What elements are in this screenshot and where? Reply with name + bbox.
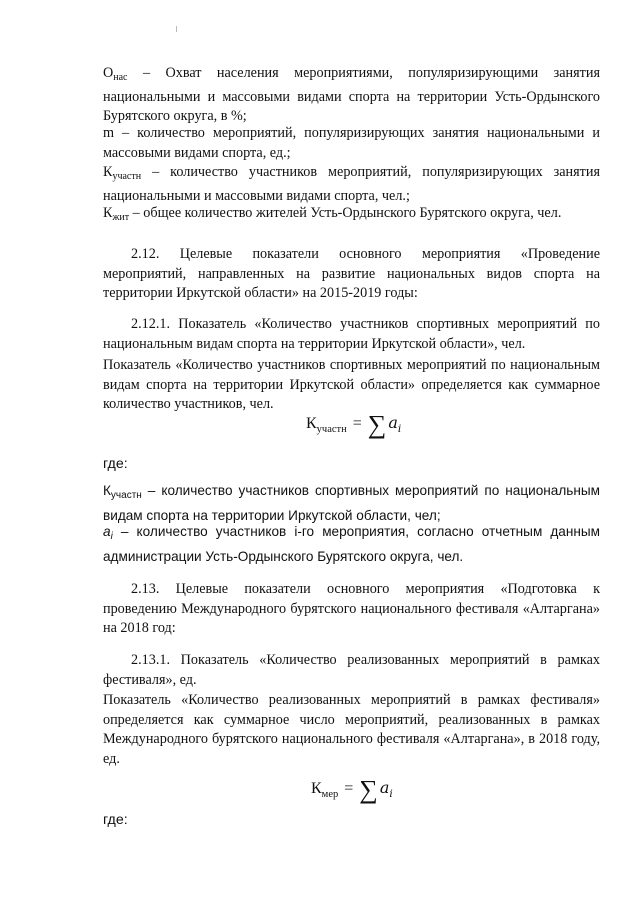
section-2-12-1 (103, 315, 600, 354)
definition-k-zhit (103, 204, 600, 228)
symbol-sub-zhit: жит (112, 212, 130, 223)
where-label: где: (103, 456, 128, 472)
definition-text: Показатель «Количество участников спортивных мероприятий по национальным видам спорта на территории Иркутской области» определяется как суммарное количество участников, чел. (103, 357, 600, 412)
where-a-i (103, 522, 600, 566)
symbol-k: К (103, 205, 113, 221)
definition-text: m – количество мероприятий, популяризирующих занятия национальными и массовыми видами спорта, ед.; (103, 125, 600, 161)
symbol-a: a (103, 524, 111, 539)
formula-term-sub: i (389, 788, 393, 800)
definition-m (103, 124, 600, 163)
section-2-13-1 (103, 651, 600, 690)
symbol-sub-uchastn: участн (112, 171, 142, 182)
formula-1 (306, 410, 401, 440)
formula-term-sub: i (397, 423, 402, 435)
where-k-uchastn (103, 481, 600, 525)
section-2-13 (103, 580, 600, 639)
formula-symbol: К (311, 780, 322, 797)
section-text: 2.12.1. Показатель «Количество участников спортивных мероприятий по национальным видам спорта на территории Иркутской области», чел. (103, 316, 600, 352)
symbol-sub-nas: нас (113, 72, 128, 83)
sum-sign: ∑ (367, 410, 387, 439)
definition-text: – количество участников мероприятий, популяризирующих занятия национальными и массовыми видами спорта, чел.; (103, 164, 600, 204)
definition-o-nas (103, 64, 600, 127)
formula-symbol: К (306, 415, 317, 432)
symbol-sub-i: i (110, 531, 113, 542)
where-label: где: (103, 812, 128, 828)
section-2-12 (103, 245, 600, 304)
symbol-o: О (103, 65, 114, 81)
formula-equals: = (352, 415, 362, 432)
section-text: 2.13.1. Показатель «Количество реализованных мероприятий в рамках фестиваля», ед. (103, 652, 600, 688)
indicator-definition-1 (103, 356, 600, 415)
symbol-sub-uchastn: участн (110, 490, 142, 501)
formula-equals: = (344, 780, 354, 797)
scan-mark (176, 26, 177, 32)
formula-term: a (379, 778, 390, 797)
formula-sub: мер (321, 789, 339, 800)
definition-k-uchastn (103, 163, 600, 206)
section-text: 2.12. Целевые показатели основного мероприятия «Проведение мероприятий, направленных на развитие национальных видов спорта на территории Иркутской области» на 2015-2019 годы: (103, 246, 600, 301)
formula-2 (311, 775, 393, 805)
symbol-k: К (103, 164, 113, 180)
section-text: 2.13. Целевые показатели основного мероприятия «Подготовка к проведению Международного бурятского национального фестиваля «Алтаргана» на 2018 год: (103, 581, 600, 636)
definition-text: – Охват населения мероприятиями, популяризирующими занятия национальными и массовыми видами спорта на территории Усть-Ордынского Бурятского округа, в %; (103, 65, 600, 124)
definition-text: – общее количество жителей Усть-Ордынского Бурятского округа, чел. (129, 205, 562, 221)
indicator-definition-2 (103, 691, 600, 769)
formula-sub: участн (316, 424, 347, 435)
sum-sign: ∑ (359, 775, 378, 804)
symbol-k: К (103, 483, 111, 498)
definition-text: – количество участников спортивных мероприятий по национальным видам спорта на территории Иркутской области, чел; (103, 483, 600, 523)
definition-text: Показатель «Количество реализованных мероприятий в рамках фестиваля» определяется как суммарное число мероприятий, реализованных в рамках Международного бурятского национального фестиваля «Алтаргана», в 2018 году, ед. (103, 692, 600, 767)
formula-term: a (388, 413, 398, 432)
definition-text: – количество участников i-го мероприятия, согласно отчетным данным администрации Усть-Ордынского Бурятского округа, чел. (103, 524, 600, 564)
